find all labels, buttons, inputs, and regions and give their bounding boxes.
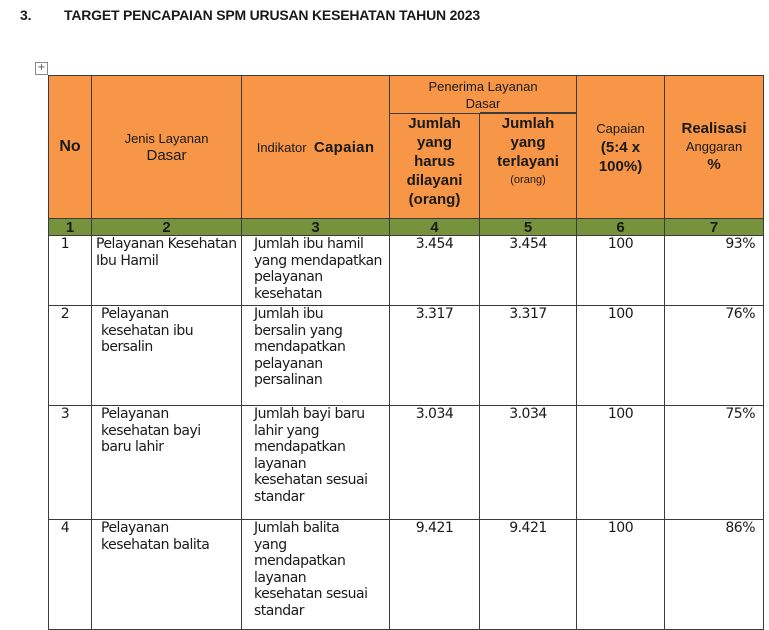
row-realisasi: 75%: [665, 406, 764, 520]
spm-target-table: [48, 75, 764, 630]
row-indikator-line: mendapatkan: [254, 553, 346, 569]
row-indikator: [242, 406, 390, 520]
column-number: 6: [577, 219, 665, 236]
table-row: [49, 406, 764, 520]
header-indikator: [242, 76, 390, 219]
header-sub-a-line: harus: [414, 153, 455, 170]
row-realisasi: 76%: [665, 306, 764, 406]
row-jenis-line: Pelayanan: [101, 520, 169, 536]
header-group-line2: Dasar: [465, 96, 501, 111]
row-indikator-line: persalinan: [254, 372, 323, 388]
row-indikator-line: bersalin yang: [254, 322, 343, 339]
row-indikator-line: layanan: [254, 455, 307, 472]
header-indikator-line1: Indikator: [256, 139, 307, 155]
row-realisasi: 86%: [665, 520, 764, 630]
header-capaian-line1: Capaian: [596, 120, 645, 136]
row-indikator-line: yang mendapatkan: [254, 252, 382, 269]
row-terlayani: 9.421: [480, 520, 577, 630]
row-no: 1: [49, 236, 92, 306]
row-jenis-line: baru lahir: [101, 439, 164, 455]
row-jenis-line: Ibu Hamil: [96, 252, 159, 269]
column-number: 7: [665, 219, 764, 236]
row-capaian: 100: [577, 406, 665, 520]
row-jenis: [92, 406, 242, 520]
header-no: No: [49, 76, 92, 219]
row-indikator-line: Jumlah ibu: [254, 306, 324, 322]
header-sub-b-line: yang: [510, 134, 546, 151]
row-indikator-line: pelayanan: [254, 269, 323, 285]
row-jenis-line: Pelayanan: [101, 406, 169, 422]
row-indikator-line: layanan: [254, 569, 307, 586]
row-jenis: [92, 306, 242, 406]
row-jenis-line: kesehatan balita: [101, 536, 210, 553]
row-harus-dilayani: 9.421: [390, 520, 480, 630]
header-realisasi: [665, 76, 764, 219]
row-indikator: [242, 520, 390, 630]
row-indikator-line: kesehatan sesuai: [254, 472, 368, 488]
header-realisasi-line3: %: [707, 156, 721, 173]
row-indikator-line: lahir yang: [254, 422, 320, 439]
row-harus-dilayani: 3.454: [390, 236, 480, 306]
row-no: 3: [49, 406, 92, 520]
header-realisasi-line1: Realisasi: [681, 120, 747, 137]
header-jenis-layanan: [92, 76, 242, 219]
header-sub-a-line: dilayani: [406, 172, 463, 189]
row-indikator: [242, 306, 390, 406]
row-capaian: 100: [577, 306, 665, 406]
column-number: 2: [92, 219, 242, 236]
column-number: 4: [390, 219, 480, 236]
row-indikator-line: kesehatan: [254, 285, 323, 302]
header-sub-a-line: yang: [416, 134, 452, 151]
section-heading: [20, 7, 480, 23]
row-capaian: 100: [577, 236, 665, 306]
header-jumlah-harus-dilayani: [390, 114, 480, 219]
row-indikator-line: kesehatan sesuai: [254, 586, 368, 602]
row-jenis-line: Pelayanan Kesehatan: [96, 236, 237, 252]
row-jenis-line: Pelayanan: [101, 306, 169, 322]
header-sub-a-line: Jumlah: [408, 115, 461, 132]
header-sub-b-unit: (orang): [510, 174, 546, 186]
row-jenis-line: bersalin: [101, 339, 153, 355]
column-number: 1: [49, 219, 92, 236]
header-jenis-line2: Dasar: [146, 147, 187, 164]
table-row: [49, 236, 764, 306]
row-indikator-line: Jumlah ibu hamil: [254, 236, 364, 252]
header-realisasi-line2: Anggaran: [685, 139, 743, 154]
row-terlayani: 3.454: [480, 236, 577, 306]
row-indikator: [242, 236, 390, 306]
header-capaian-line3: 100%): [598, 157, 643, 175]
row-no: 4: [49, 520, 92, 630]
row-indikator-line: mendapatkan: [254, 339, 346, 355]
row-indikator-line: standar: [254, 488, 304, 505]
table-row: [49, 306, 764, 406]
section-number: 3.: [20, 7, 32, 23]
row-jenis: [92, 236, 242, 306]
table-move-handle-icon[interactable]: +: [35, 62, 48, 75]
header-sub-b-line: Jumlah: [501, 115, 555, 132]
row-indikator-line: yang: [254, 536, 287, 553]
row-no: 2: [49, 306, 92, 406]
header-jumlah-terlayani: [480, 114, 577, 219]
row-harus-dilayani: 3.317: [390, 306, 480, 406]
row-indikator-line: Jumlah balita: [254, 520, 340, 536]
column-number: 5: [480, 219, 577, 236]
row-capaian: 100: [577, 520, 665, 630]
row-indikator-line: Jumlah bayi baru: [254, 406, 365, 422]
row-terlayani: 3.034: [480, 406, 577, 520]
header-capaian-line2: (5:4 x: [600, 138, 641, 156]
row-terlayani: 3.317: [480, 306, 577, 406]
header-jenis-line1: Jenis Layanan: [124, 131, 209, 146]
header-penerima-layanan: [390, 76, 577, 114]
header-sub-a-line: (orang): [408, 191, 461, 208]
row-jenis-line: kesehatan bayi: [101, 422, 201, 439]
header-sub-b-line: terlayani: [497, 153, 559, 170]
header-group-underline: [465, 95, 576, 113]
row-realisasi: 93%: [665, 236, 764, 306]
row-jenis: [92, 520, 242, 630]
row-indikator-line: standar: [254, 602, 304, 619]
column-number: 3: [242, 219, 390, 236]
row-indikator-line: mendapatkan: [254, 439, 346, 455]
row-harus-dilayani: 3.034: [390, 406, 480, 520]
header-group-line1: Penerima Layanan: [428, 79, 538, 94]
table-row: [49, 520, 764, 630]
header-capaian: [577, 76, 665, 219]
section-title: TARGET PENCAPAIAN SPM URUSAN KESEHATAN TAHUN 2023: [64, 7, 480, 23]
header-indikator-line2: Capaian: [313, 138, 375, 156]
row-indikator-line: pelayanan: [254, 355, 323, 372]
row-jenis-line: kesehatan ibu: [101, 322, 194, 339]
